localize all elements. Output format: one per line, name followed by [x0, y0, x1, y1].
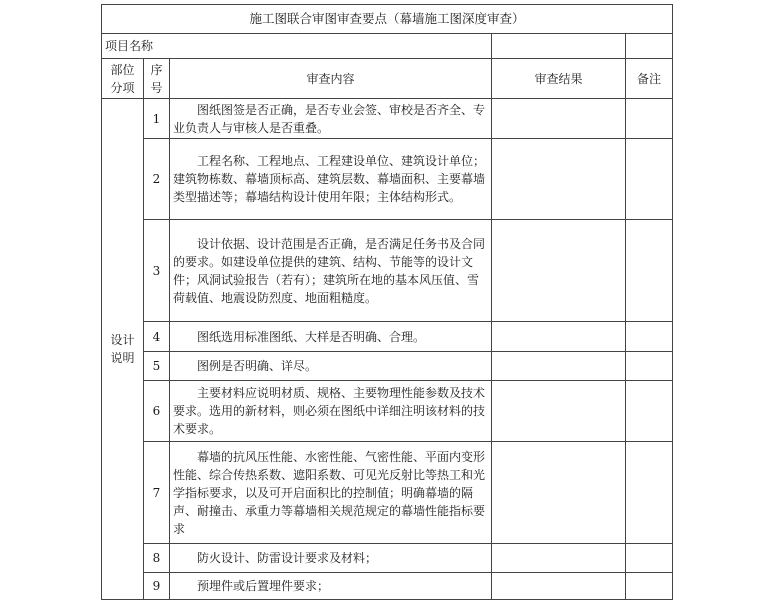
row-content: 图纸图签是否正确，是否专业会签、审校是否齐全、专业负责人与审核人是否重叠。 [170, 99, 492, 139]
project-name-extra [626, 34, 673, 59]
row-remark [626, 322, 673, 352]
row-remark [626, 544, 673, 573]
row-result [492, 139, 626, 220]
row-content: 工程名称、工程地点、工程建设单位、建筑设计单位；建筑物栋数、幕墙顶标高、建筑层数、幕墙面积、主要幕墙类型描述等；幕墙结构设计使用年限；主体结构形式。 [170, 139, 492, 220]
row-content: 主要材料应说明材质、规格、主要物理性能参数及技术要求。选用的新材料，则必须在图纸中详细注明该材料的技术要求。 [170, 381, 492, 442]
row-number: 5 [144, 352, 170, 381]
row-remark [626, 442, 673, 544]
row-result [492, 381, 626, 442]
row-content: 设计依据、设计范围是否正确，是否满足任务书及合同的要求。如建设单位提供的建筑、结构、节能等的设计文件；风洞试验报告（若有）；建筑所在地的基本风压值、雪荷载值、地震设防烈度、地面粗糙度。 [170, 220, 492, 322]
row-result [492, 322, 626, 352]
table-row [102, 220, 673, 322]
row-number: 7 [144, 442, 170, 544]
row-content: 图例是否明确、详尽。 [170, 352, 492, 381]
table-row [102, 381, 673, 442]
header-seq: 序号 [144, 59, 170, 99]
row-remark [626, 99, 673, 139]
row-content: 防火设计、防雷设计要求及材料； [170, 544, 492, 573]
row-result [492, 544, 626, 573]
review-document [101, 4, 673, 600]
row-result [492, 352, 626, 381]
table-row [102, 442, 673, 544]
row-number: 9 [144, 573, 170, 600]
row-number: 4 [144, 322, 170, 352]
row-number: 3 [144, 220, 170, 322]
row-remark [626, 352, 673, 381]
row-remark [626, 381, 673, 442]
row-result [492, 220, 626, 322]
table-row [102, 544, 673, 573]
header-part: 部位分项 [102, 59, 144, 99]
table-row [102, 139, 673, 220]
row-result [492, 573, 626, 600]
row-content: 图纸选用标准图纸、大样是否明确、合理。 [170, 322, 492, 352]
table-row [102, 322, 673, 352]
header-remark: 备注 [626, 59, 673, 99]
row-content: 预埋件或后置埋件要求； [170, 573, 492, 600]
row-number: 1 [144, 99, 170, 139]
table-row [102, 99, 673, 139]
table-title: 施工图联合审图审查要点（幕墙施工图深度审查） [102, 5, 673, 34]
project-name-label: 项目名称 [102, 34, 492, 59]
row-result [492, 442, 626, 544]
row-remark [626, 573, 673, 600]
project-row [102, 34, 673, 59]
table-row [102, 352, 673, 381]
row-remark [626, 220, 673, 322]
title-row [102, 5, 673, 34]
section-design-notes: 设计说明 [102, 99, 144, 600]
header-content: 审查内容 [170, 59, 492, 99]
row-number: 2 [144, 139, 170, 220]
row-result [492, 99, 626, 139]
review-table [101, 4, 673, 600]
row-remark [626, 139, 673, 220]
table-row [102, 573, 673, 600]
header-row [102, 59, 673, 99]
row-number: 8 [144, 544, 170, 573]
row-content: 幕墙的抗风压性能、水密性能、气密性能、平面内变形性能、综合传热系数、遮阳系数、可见光反射比等热工和光学指标要求，以及可开启面积比的控制值；明确幕墙的隔声、耐撞击、承重力等幕墙相关规范规定的幕墙性能指标要求 [170, 442, 492, 544]
project-name-value [492, 34, 626, 59]
row-number: 6 [144, 381, 170, 442]
header-result: 审查结果 [492, 59, 626, 99]
